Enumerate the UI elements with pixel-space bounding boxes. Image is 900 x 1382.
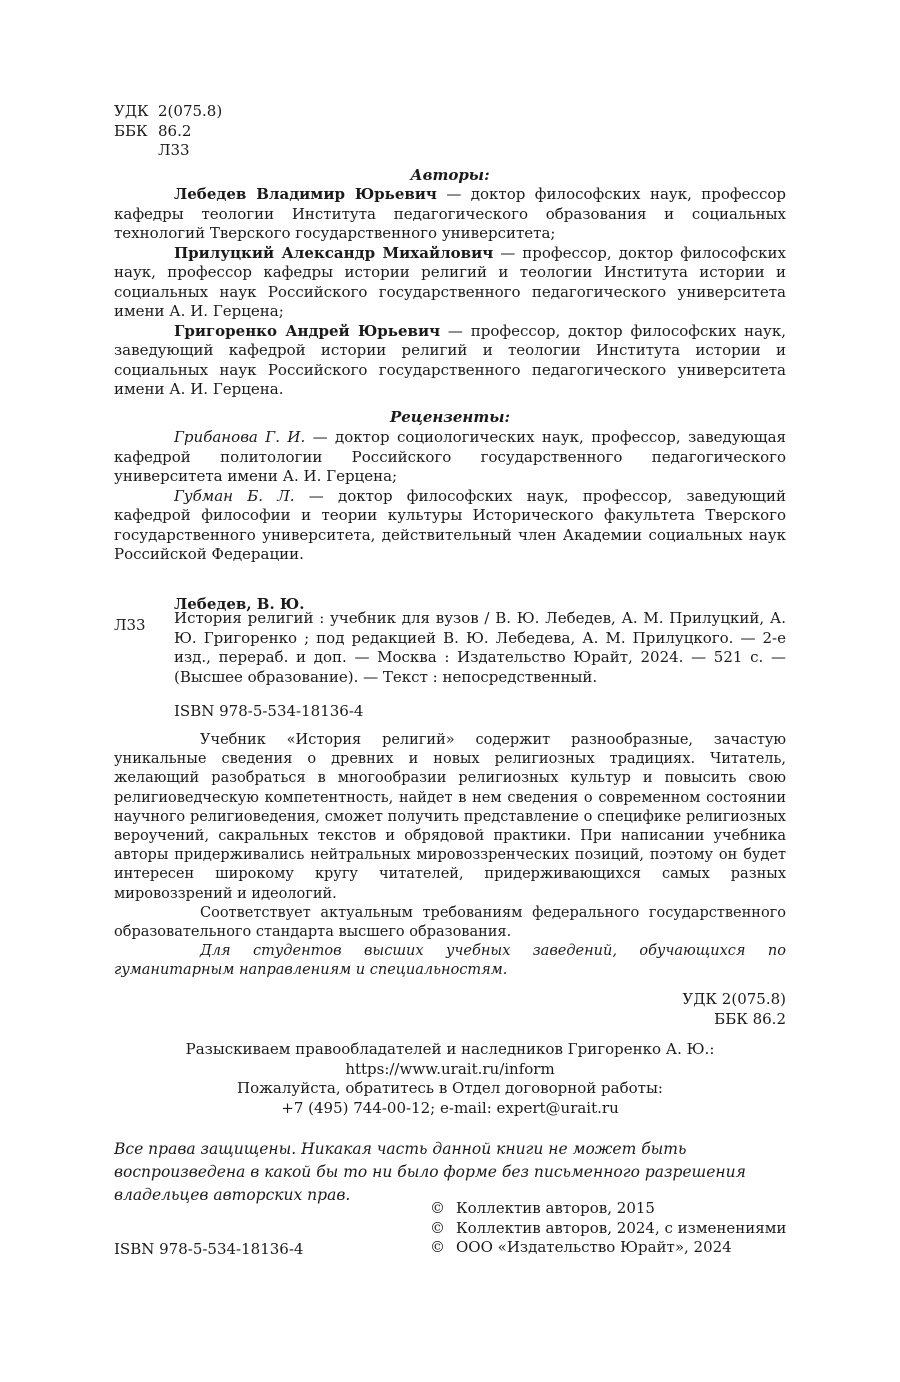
copyright-line: Коллектив авторов, 2015 bbox=[456, 1199, 655, 1217]
reviewer-name: Грибанова Г. И. bbox=[174, 428, 306, 446]
reviewer-entry bbox=[114, 428, 786, 487]
author-entry bbox=[114, 185, 786, 244]
udk-label: УДК bbox=[114, 102, 149, 120]
reviewers-list bbox=[114, 428, 786, 565]
author-name: Григоренко Андрей Юрьевич bbox=[174, 321, 441, 340]
bbk-value: 86.2 bbox=[158, 121, 192, 140]
author-description: — профессор, доктор философских наук, профессор кафедры истории религий и теологии Института истории и социальных наук Российского государственного педагогического университета имени А. И. Герцена; bbox=[114, 243, 786, 320]
author-name: Прилуцкий Александр Михайлович bbox=[174, 243, 494, 262]
notice-line: Разыскиваем правообладателей и наследников Григоренко А. Ю.: bbox=[185, 1040, 715, 1058]
copyright-line: Коллектив авторов, 2024, с изменениями bbox=[456, 1218, 787, 1237]
catalog-isbn: ISBN 978-5-534-18136-4 bbox=[174, 702, 364, 720]
reviewer-entry bbox=[114, 487, 786, 565]
isbn-bottom: ISBN 978-5-534-18136-4 bbox=[114, 1240, 304, 1258]
author-name: Лебедев Владимир Юрьевич bbox=[174, 185, 437, 203]
udk-block bbox=[114, 102, 222, 161]
bbk-right: ББК 86.2 bbox=[714, 1009, 786, 1028]
copyright-icon: © bbox=[430, 1238, 445, 1256]
annotation bbox=[114, 731, 786, 981]
rights-notice: Все права защищены. Никакая часть данной книги не может быть воспроизведена в какой бы то ни было форме без письменного разрешения владельцев авторских прав. bbox=[114, 1140, 746, 1204]
copyright-line: ООО «Издательство Юрайт», 2024 bbox=[456, 1238, 732, 1256]
udk-right: УДК 2(075.8) bbox=[682, 990, 786, 1008]
reviewer-name: Губман Б. Л. bbox=[174, 486, 295, 505]
copyright-icon: © bbox=[430, 1199, 445, 1217]
author-description: — доктор философских наук, профессор кафедры теологии Института педагогического образования и социальных технологий Тверского государственного университета; bbox=[114, 185, 786, 242]
reviewer-description: — доктор философских наук, профессор, заведующий кафедрой философии и теории культуры Исторического факультета Тверского государственного университета, действительный член Академии социальных наук Российской Федерации. bbox=[114, 486, 786, 563]
bbk-label: ББК bbox=[114, 121, 148, 140]
copyright-icon: © bbox=[430, 1218, 445, 1237]
copyright-holders-notice bbox=[114, 1040, 786, 1118]
udk-right-block bbox=[682, 990, 786, 1029]
annotation-audience: Для студентов высших учебных заведений, обучающихся по гуманитарным направлениям и специальностям. bbox=[114, 943, 786, 979]
annotation-paragraph: Соответствует актуальным требованиям федерального государственного образовательного стандарта высшего образования. bbox=[114, 904, 786, 941]
catalog-description: История религий : учебник для вузов / В. Ю. Лебедев, А. М. Прилуцкий, А. Ю. Григоренко ; под редакцией В. Ю. Лебедева, А. М. Прилуцкого. — 2-е изд., перераб. и доп. — Москва : Издательство Юрайт, 2024. — 521 с. — (Высшее образование). — Текст : непосредственный. bbox=[174, 609, 786, 686]
author-mark: Л33 bbox=[158, 141, 190, 159]
reviewers-heading: Рецензенты: bbox=[389, 408, 511, 426]
notice-line: Пожалуйста, обратитесь в Отдел договорной работы: bbox=[237, 1079, 663, 1097]
authors-heading: Авторы: bbox=[410, 166, 490, 184]
copyright-block bbox=[430, 1199, 786, 1258]
catalog-author: Лебедев, В. Ю. bbox=[174, 595, 305, 613]
author-entry bbox=[114, 322, 786, 400]
catalog-code: Л33 bbox=[114, 616, 146, 634]
author-entry bbox=[114, 244, 786, 322]
udk-value: 2(075.8) bbox=[158, 102, 223, 120]
notice-contacts: +7 (495) 744-00-12; e-mail: expert@urait.ru bbox=[281, 1098, 619, 1117]
annotation-paragraph: Учебник «История религий» содержит разнообразные, зачастую уникальные сведения о древних и новых религиозных традициях. Читатель, желающий разобраться в многообразии религиозных культур и повысить свою религиоведческую компетентность, найдет в нем сведения о современном состоянии научного религиоведения, сможет получить представление о специфике религиозных вероучений, сакральных текстов и обрядовой практики. При написании учебника авторы придерживались нейтральных мировоззренческих позиций, поэтому он будет интересен широкому кругу читателей, придерживающихся самых разных мировоззрений и идеологий. bbox=[114, 732, 786, 902]
reviewer-description: — доктор социологических наук, профессор, заведующая кафедрой политологии Российского государственного педагогического университета имени А. И. Герцена; bbox=[114, 428, 786, 485]
notice-link[interactable]: https://www.urait.ru/inform bbox=[345, 1059, 555, 1078]
authors-list bbox=[114, 185, 786, 400]
author-description: — профессор, доктор философских наук, заведующий кафедрой истории религий и теологии Института истории и социальных наук Российского государственного педагогического университета имени А. И. Герцена. bbox=[114, 321, 786, 398]
